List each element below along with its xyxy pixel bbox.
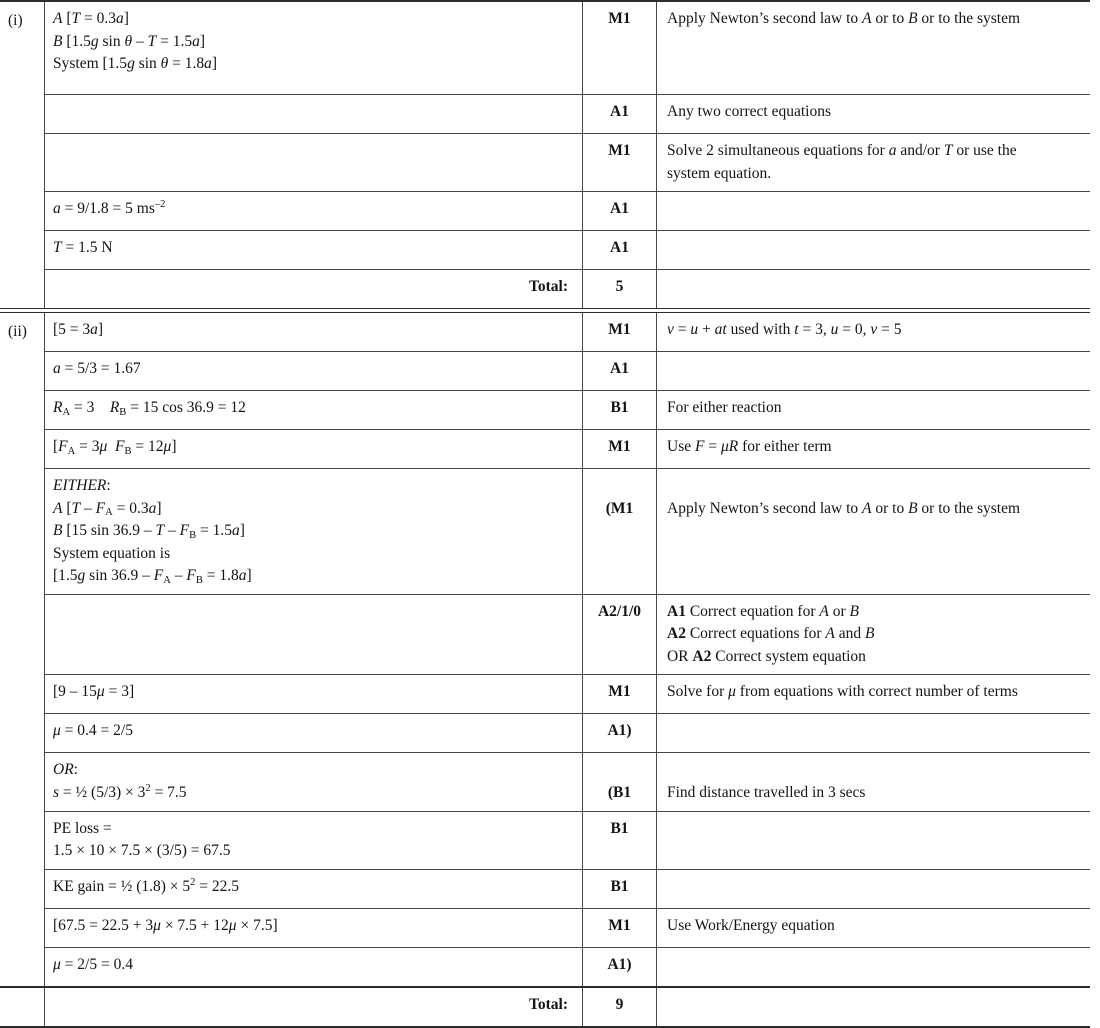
working-line: [5 = 3a] xyxy=(53,321,104,338)
comment-cell xyxy=(657,95,1090,133)
table-row xyxy=(45,231,1090,270)
mark-cell xyxy=(582,595,657,675)
working-cell xyxy=(45,231,582,269)
mark-code: B1 xyxy=(610,819,629,837)
comment-cell xyxy=(657,675,1090,713)
mark-code: M1 xyxy=(608,683,631,700)
working-cell xyxy=(45,714,582,752)
working-line: [1.5g $\sin 36.9 - F_A - F_B = 1.8a$] xyxy=(53,567,252,586)
comment-cell xyxy=(657,352,1090,390)
comment-cell xyxy=(657,313,1090,351)
comment-line: Use F = μR for either term xyxy=(667,438,832,455)
working-line: 1.5 × 10 × 7.5 × (3/5) = 67.5 xyxy=(53,842,231,859)
comment-line: A1 Correct equation for A or B xyxy=(667,602,859,620)
comment-cell xyxy=(657,231,1090,269)
working-line: μ = 0.4 = 2/5 xyxy=(53,722,133,739)
comment-line: Find distance travelled in 3 secs xyxy=(667,784,866,801)
mark-cell xyxy=(582,134,657,191)
total-label-cell xyxy=(45,988,582,1026)
working-line: a = 5/3 = 1.67 xyxy=(53,360,141,377)
mark-cell xyxy=(582,812,657,869)
comment-line: Apply Newton’s second law to A or to B or to the system xyxy=(667,500,1021,517)
working-cell xyxy=(45,675,582,713)
working-cell xyxy=(45,2,582,94)
working-cell xyxy=(45,870,582,908)
working-line: PE loss = xyxy=(53,819,112,837)
working-cell xyxy=(45,192,582,230)
part-label: (i) xyxy=(8,12,23,29)
working-cell xyxy=(45,909,582,947)
mark-cell xyxy=(582,870,657,908)
mark-cell xyxy=(582,948,657,986)
working-cell xyxy=(45,469,582,594)
comment-cell xyxy=(657,988,1090,1026)
total-row xyxy=(45,988,1090,1026)
table-row xyxy=(45,430,1090,469)
mark-code: (M1 xyxy=(605,500,634,517)
table-row xyxy=(45,753,1090,812)
total-marks-cell xyxy=(582,270,657,308)
comment-line: A2 Correct equations for A and B xyxy=(667,625,875,642)
part-label-cell xyxy=(0,313,45,986)
mark-cell xyxy=(582,2,657,94)
table-row xyxy=(45,469,1090,595)
working-cell xyxy=(45,391,582,429)
mark-cell xyxy=(582,352,657,390)
working-cell xyxy=(45,313,582,351)
mark-code: (B1 xyxy=(607,784,632,801)
mark-code: M1 xyxy=(608,10,631,27)
table-row xyxy=(45,595,1090,676)
mark-code: A1 xyxy=(610,360,629,377)
table-row xyxy=(45,812,1090,870)
comment-cell xyxy=(657,948,1090,986)
working-line: KE gain = ½ $(1.8) \times 5^2 = 22.5$ xyxy=(53,876,240,895)
comment-cell xyxy=(657,753,1090,811)
mark-code: M1 xyxy=(608,321,631,338)
table-row xyxy=(45,2,1090,95)
mark-scheme-section xyxy=(0,2,1090,308)
working-line: $R_A = 3$ $R_B = 15$ cos 36.9 = 12 xyxy=(53,399,246,418)
part-label: (ii) xyxy=(8,323,27,340)
mark-code: A1 xyxy=(610,239,629,256)
total-value: 5 xyxy=(615,278,624,295)
comment-cell xyxy=(657,134,1090,191)
working-line: A [T = 0.3a] xyxy=(53,10,129,27)
total-section xyxy=(0,988,1090,1026)
table-row xyxy=(45,870,1090,909)
section-rows xyxy=(45,313,1090,986)
mark-code: B1 xyxy=(610,877,629,895)
total-row xyxy=(45,270,1090,308)
total-marks-cell xyxy=(582,988,657,1026)
working-line: EITHER: xyxy=(53,477,111,494)
comment-line: Solve for μ from equations with correct number of terms xyxy=(667,683,1018,700)
working-line: μ = 2/5 = 0.4 xyxy=(53,955,133,973)
working-line: [$F_A = 3\mu$ $F_B = 12\mu$] xyxy=(53,438,177,457)
mark-code: A1) xyxy=(607,955,632,973)
working-cell xyxy=(45,352,582,390)
comment-cell xyxy=(657,595,1090,675)
mark-code: M1 xyxy=(608,142,631,159)
total-label-cell xyxy=(45,270,582,308)
mark-cell xyxy=(582,231,657,269)
comment-cell xyxy=(657,2,1090,94)
working-line: s = ½ $(5/3) \times 3^2 = 7.5$ xyxy=(53,782,187,801)
mark-cell xyxy=(582,430,657,468)
comment-cell xyxy=(657,192,1090,230)
comment-cell xyxy=(657,270,1090,308)
working-line: a = 9/1.8 = 5 $ms^{-2}$ xyxy=(53,199,166,217)
mark-cell xyxy=(582,675,657,713)
comment-line: Use Work/Energy equation xyxy=(667,916,835,934)
working-line: [9 – 15μ = 3] xyxy=(53,683,135,700)
comment-cell xyxy=(657,812,1090,869)
comment-cell xyxy=(657,430,1090,468)
table-row xyxy=(45,313,1090,352)
mark-cell xyxy=(582,192,657,230)
comment-line: Solve 2 simultaneous equations for a and/or T or use the xyxy=(667,142,1017,159)
table-row xyxy=(45,134,1090,192)
comment-cell xyxy=(657,714,1090,752)
table-row xyxy=(45,948,1090,986)
comment-line: OR A2 Correct system equation xyxy=(667,647,866,665)
part-label-cell xyxy=(0,2,45,308)
working-line: [67.5 = 22.5 + 3μ × 7.5 + 12μ × 7.5] xyxy=(53,916,278,934)
working-line: B [15 $\sin 36.9 - T - F_B = 1.5a$] xyxy=(53,522,245,541)
table-row xyxy=(45,909,1090,948)
comment-line: For either reaction xyxy=(667,399,782,416)
table-row xyxy=(45,95,1090,134)
table-row xyxy=(45,391,1090,430)
comment-line: Apply Newton’s second law to A or to B or to the system xyxy=(667,10,1021,27)
working-cell xyxy=(45,95,582,133)
working-cell xyxy=(45,595,582,675)
working-line: System equation is xyxy=(53,544,171,562)
comment-cell xyxy=(657,870,1090,908)
comment-cell xyxy=(657,469,1090,594)
section-rows xyxy=(45,2,1090,308)
mark-code: M1 xyxy=(608,438,631,455)
working-cell xyxy=(45,812,582,869)
mark-cell xyxy=(582,714,657,752)
total-value: 9 xyxy=(615,995,624,1013)
mark-code: A1 xyxy=(610,200,629,217)
working-line: A $[T - F_A = 0.3a]$ xyxy=(53,499,162,519)
working-cell xyxy=(45,948,582,986)
table-row xyxy=(45,352,1090,391)
working-line: OR: xyxy=(53,761,78,778)
mark-cell xyxy=(582,313,657,351)
mark-cell xyxy=(582,391,657,429)
comment-line: v = u + at used with t = 3, u = 0, v = 5 xyxy=(667,321,902,338)
mark-scheme-section xyxy=(0,313,1090,986)
mark-code: M1 xyxy=(608,916,631,934)
working-cell xyxy=(45,430,582,468)
mark-cell xyxy=(582,469,657,594)
mark-cell xyxy=(582,909,657,947)
comment-line: system equation. xyxy=(667,164,772,182)
mark-cell xyxy=(582,95,657,133)
mark-cell xyxy=(582,753,657,811)
comment-line: Any two correct equations xyxy=(667,103,831,120)
table-row xyxy=(45,192,1090,231)
mark-code: A2/1/0 xyxy=(597,602,642,620)
comment-cell xyxy=(657,391,1090,429)
table-row xyxy=(45,714,1090,753)
mark-code: A1 xyxy=(610,103,629,120)
section-rows xyxy=(45,988,1090,1026)
working-line: B [1.5g sin θ – T = 1.5a] xyxy=(53,32,206,50)
working-cell xyxy=(45,134,582,191)
table-row xyxy=(45,675,1090,714)
part-label-cell xyxy=(0,988,45,1026)
total-label: Total: xyxy=(528,995,568,1013)
working-line: System [1.5g sin θ = 1.8a] xyxy=(53,55,218,72)
mark-code: B1 xyxy=(610,399,629,416)
mark-code: A1) xyxy=(607,722,632,739)
total-label: Total: xyxy=(528,278,568,295)
working-line: T = 1.5 N xyxy=(53,239,113,256)
working-cell xyxy=(45,753,582,811)
comment-cell xyxy=(657,909,1090,947)
